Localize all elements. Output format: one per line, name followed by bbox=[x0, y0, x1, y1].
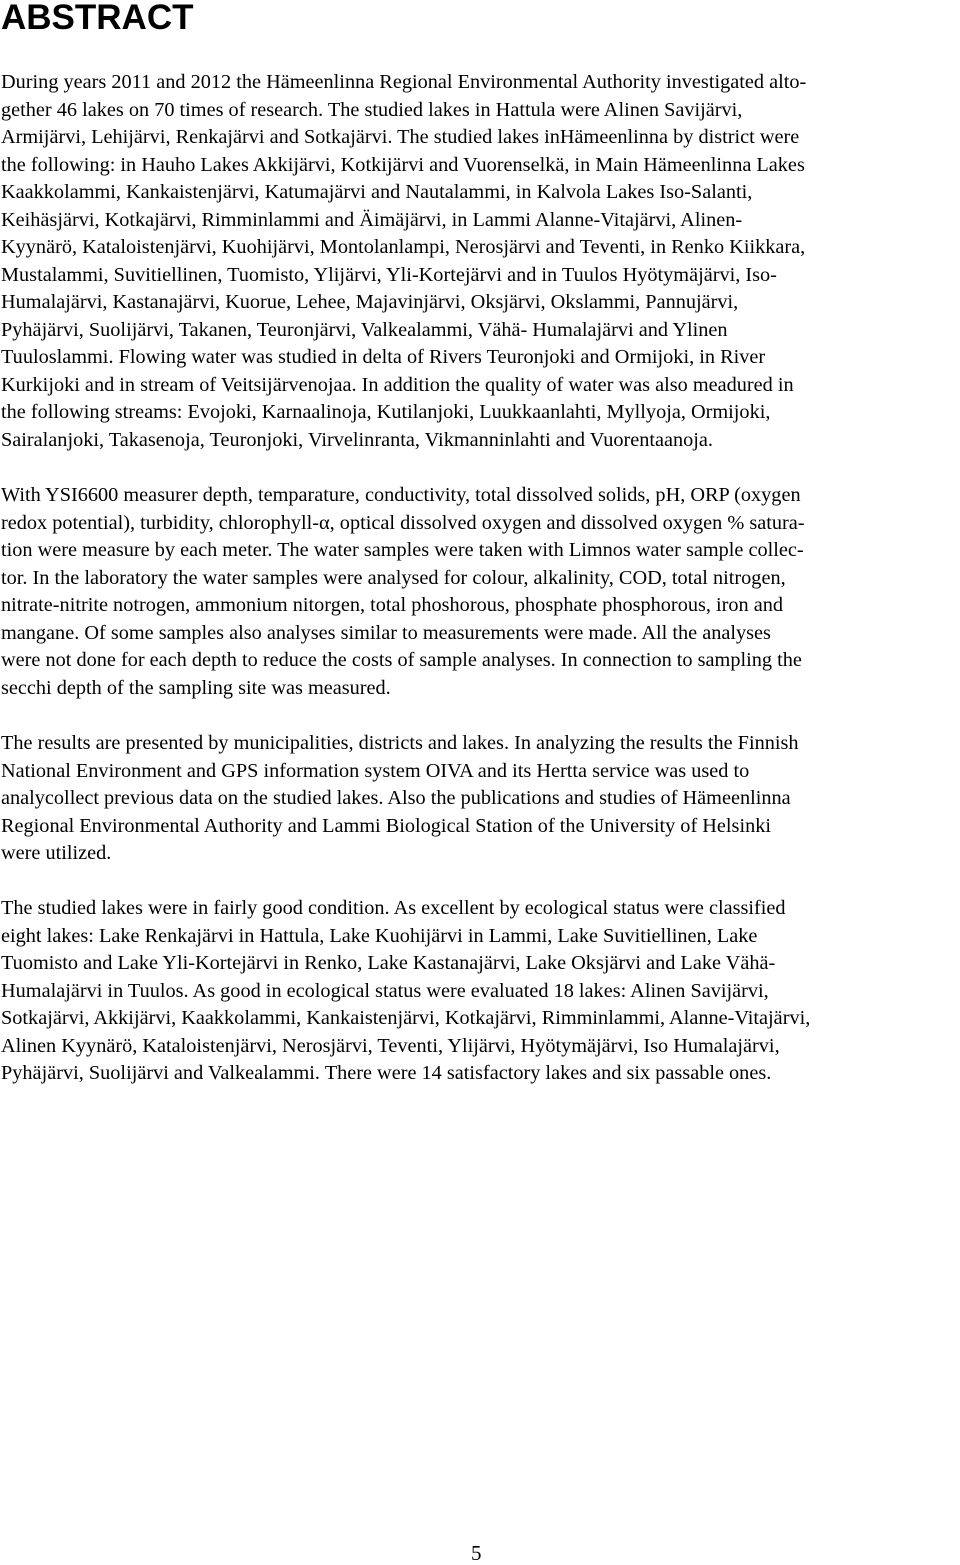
text-line: Armijärvi, Lehijärvi, Renkajärvi and Sotkajärvi. The studied lakes inHämeenlinna by district were bbox=[1, 126, 800, 148]
text-line: With YSI6600 measurer depth, temparature, conductivity, total dissolved solids, pH, ORP (oxygen bbox=[1, 484, 801, 506]
text-line: were not done for each depth to reduce the costs of sample analyses. In connection to sampling the bbox=[1, 649, 802, 671]
text-line: nitrate-nitrite notrogen, ammonium nitorgen, total phoshorous, phosphate phosphorous, iron and bbox=[1, 594, 784, 616]
text-line: secchi depth of the sampling site was measured. bbox=[1, 676, 391, 699]
text-line: National Environment and GPS information system OIVA and its Hertta service was used to bbox=[1, 759, 750, 782]
text-line: tion were measure by each meter. The water samples were taken with Limnos water sample collec- bbox=[1, 539, 804, 561]
text-line: were utilized. bbox=[1, 842, 112, 864]
text-line: Pyhäjärvi, Suolijärvi, Takanen, Teuronjärvi, Valkealammi, Vähä- Humalajärvi and Ylinen bbox=[1, 318, 728, 341]
text-line: tor. In the laboratory the water samples were analysed for colour, alkalinity, COD, total nitrogen, bbox=[1, 566, 786, 589]
text-line: the following: in Hauho Lakes Akkijärvi, Kotkijärvi and Vuorenselkä, in Main Hämeenlinna Lakes bbox=[1, 153, 805, 176]
text-line: Sotkajärvi, Akkijärvi, Kaakkolammi, Kankaistenjärvi, Kotkajärvi, Rimminlammi, Alanne-Vitajärvi, bbox=[1, 1007, 811, 1029]
text-line: redox potential), turbidity, chlorophyll-α, optical dissolved oxygen and dissolved oxygen % satura- bbox=[1, 511, 805, 534]
text-line: Mustalammi, Suvitiellinen, Tuomisto, Ylijärvi, Yli-Kortejärvi and in Tuulos Hyötymäjärvi, Iso- bbox=[1, 263, 777, 286]
text-line: Kaakkolammi, Kankaistenjärvi, Katumajärvi and Nautalammi, in Kalvola Lakes Iso-Salanti, bbox=[1, 181, 753, 203]
text-line: eight lakes: Lake Renkajärvi in Hattula, Lake Kuohijärvi in Lammi, Lake Suvitiellinen, Lake bbox=[1, 924, 758, 947]
text-line: The studied lakes were in fairly good condition. As excellent by ecological status were classified bbox=[1, 897, 786, 919]
text-line: Humalajärvi in Tuulos. As good in ecological status were evaluated 18 lakes: Alinen Savijärvi, bbox=[1, 979, 769, 1002]
text-line: Sairalanjoki, Takasenoja, Teuronjoki, Virvelinranta, Vikmanninlahti and Vuorentaanoja. bbox=[1, 428, 713, 451]
text-line: the following streams: Evojoki, Karnaalinoja, Kutilanjoki, Luukkaanlahti, Myllyoja, Ormijoki, bbox=[1, 401, 771, 423]
text-line: Pyhäjärvi, Suolijärvi and Valkealammi. There were 14 satisfactory lakes and six passable ones. bbox=[1, 1062, 772, 1084]
text-line: Humalajärvi, Kastanajärvi, Kuorue, Lehee, Majavinjärvi, Oksjärvi, Okslammi, Pannujärvi, bbox=[1, 291, 739, 313]
text-line: Tuomisto and Lake Yli-Kortejärvi in Renko, Lake Kastanajärvi, Lake Oksjärvi and Lake Vähä- bbox=[1, 952, 776, 974]
text-line: Regional Environmental Authority and Lammi Biological Station of the University of Helsinki bbox=[1, 814, 772, 837]
abstract-heading: ABSTRACT bbox=[1, 0, 194, 37]
paragraph-results-sources bbox=[1, 730, 799, 868]
paragraph-methods bbox=[1, 482, 805, 702]
paragraph-study-scope bbox=[1, 69, 806, 454]
text-line: Tuuloslammi. Flowing water was studied in delta of Rivers Teuronjoki and Ormijoki, in River bbox=[1, 346, 766, 368]
paragraph-conclusions bbox=[1, 895, 810, 1088]
text-line: During years 2011 and 2012 the Hämeenlinna Regional Environmental Authority investigated alto- bbox=[1, 71, 807, 93]
text-line: analycollect previous data on the studied lakes. Also the publications and studies of Hämeenlinna bbox=[1, 787, 791, 809]
text-line: Kyynärö, Kataloistenjärvi, Kuohijärvi, Montolanlampi, Nerosjärvi and Teventi, in Renko Kiikkara, bbox=[1, 236, 806, 258]
page-number: 5 bbox=[471, 1541, 482, 1565]
text-line: mangane. Of some samples also analyses similar to measurements were made. All the analyses bbox=[1, 621, 771, 644]
text-line: Keihäsjärvi, Kotkajärvi, Rimminlammi and Äimäjärvi, in Lammi Alanne-Vitajärvi, Alinen- bbox=[1, 208, 743, 231]
text-line: gether 46 lakes on 70 times of research. The studied lakes in Hattula were Alinen Savijärvi, bbox=[1, 98, 743, 121]
text-line: Kurkijoki and in stream of Veitsijärvenojaa. In addition the quality of water was also meadured in bbox=[1, 373, 794, 396]
text-line: The results are presented by municipalities, districts and lakes. In analyzing the results the Finnish bbox=[1, 732, 799, 754]
text-line: Alinen Kyynärö, Kataloistenjärvi, Nerosjärvi, Teventi, Ylijärvi, Hyötymäjärvi, Iso Humalajärvi, bbox=[1, 1034, 780, 1057]
